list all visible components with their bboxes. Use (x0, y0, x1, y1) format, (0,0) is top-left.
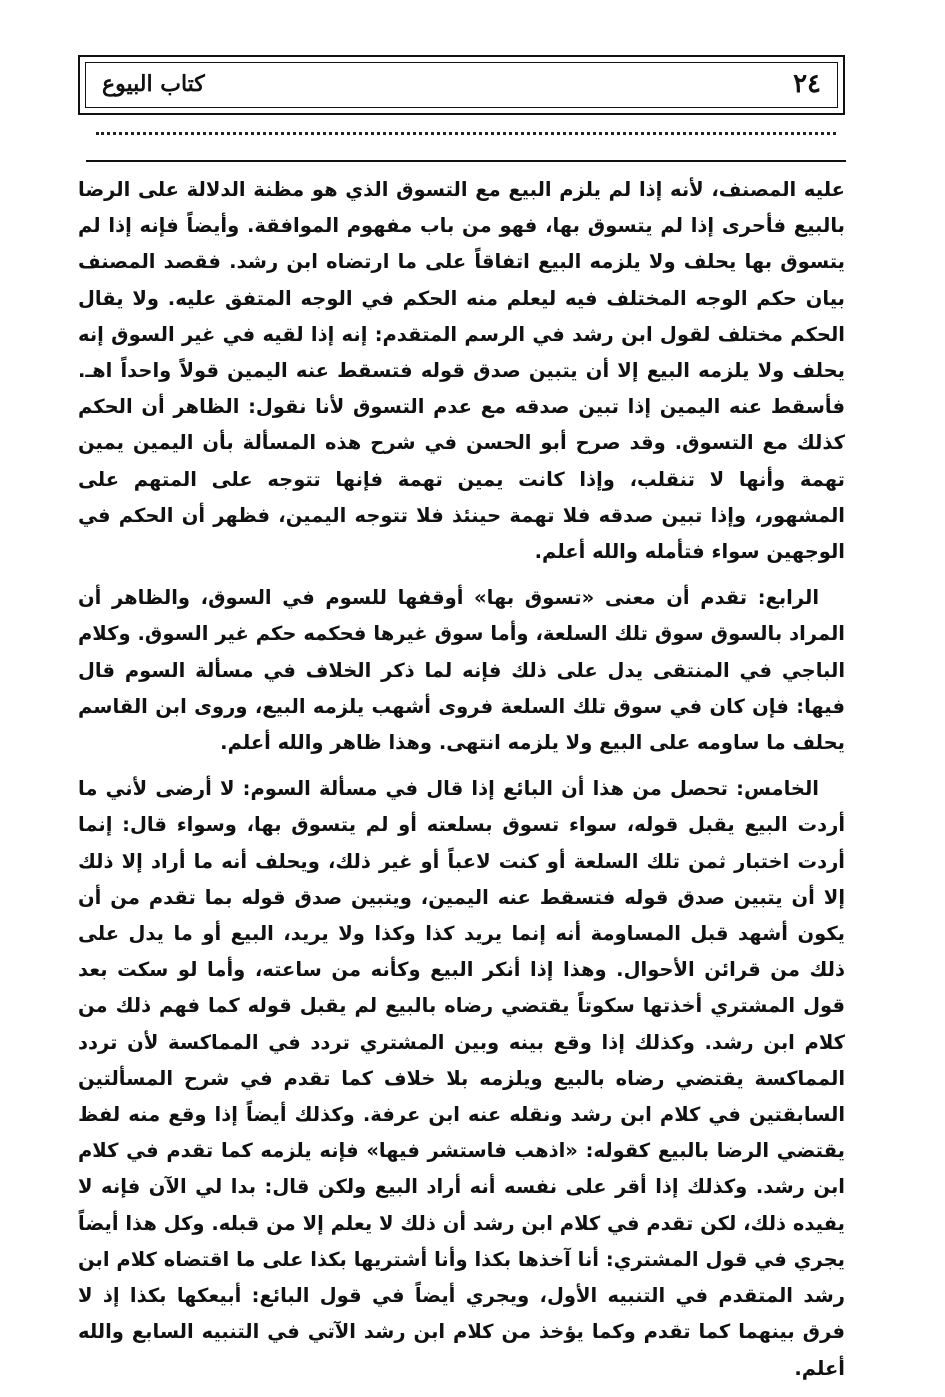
page-number: ٢٤ (793, 69, 821, 99)
dotted-separator (96, 132, 836, 135)
header-rule (86, 160, 846, 162)
paragraph: عليه المصنف، لأنه إذا لم يلزم البيع مع التسوق الذي هو مظنة الدلالة على الرضا بالبيع فأحرى إذا لم يتسوق بها، فهو من باب مفهوم الموافقة. وأيضاً فإنه إذا لم يتسوق بها يحلف ولا يلزمه البيع اتفاقاً على ما ارتضاه ابن رشد. فقصد المصنف بيان حكم الوجه المختلف فيه ليعلم منه الحكم في الوجه المتفق عليه. ولا يقال الحكم مختلف لقول ابن رشد في الرسم المتقدم: إنه إذا لقيه في غير السوق إنه يحلف ولا يلزمه البيع إلا أن يتبين صدق قوله فتسقط عنه اليمين قولاً واحداً اهـ. فأسقط عنه اليمين إذا تبين صدقه مع عدم التسوق لأنا نقول: الظاهر أن الحكم كذلك مع التسوق. وقد صرح أبو الحسن في شرح هذه المسألة بأن اليمين يمين تهمة وأنها لا تنقلب، وإذا كانت يمين تهمة فإنها تتوجه على المتهم على المشهور، وإذا تبين صدقه فلا تهمة حينئذ فلا تتوجه اليمين، فظهر أن الحكم في الوجهين سواء فتأمله والله أعلم. (78, 178, 845, 564)
paragraph: الرابع: تقدم أن معنى «تسوق بها» أوقفها للسوم في السوق، والظاهر أن المراد بالسوق سوق تلك السلعة، وأما سوق غيرها فحكمه حكم غير السوق. وكلام الباجي في المنتقى يدل على ذلك فإنه لما ذكر الخلاف في مسألة السوم قال فيها: فإن كان في سوق تلك السلعة فروى أشهب يلزمه البيع، وروى ابن القاسم يحلف ما ساومه على البيع ولا يلزمه انتهى. وهذا ظاهر والله أعلم. (78, 586, 845, 755)
book-title: كتاب البيوع (102, 71, 205, 97)
paragraph: الخامس: تحصل من هذا أن البائع إذا قال في مسألة السوم: لا أرضى لأني ما أردت البيع يقبل قوله، سواء تسوق بسلعته أو لم يتسوق بها، وسواء قال: إنما أردت اختبار ثمن تلك السلعة أو كنت لاعباً أو غير ذلك، ويحلف أنه ما أراد إلا ذلك إلا أن يتبين صدق قوله فتسقط عنه اليمين، ويتبين صدق قوله بما تقدم من أن يكون أشهد قبل المساومة أنه إنما يريد كذا وكذا ولا يريد، البيع أو ما يدل على ذلك من قرائن الأحوال. وهذا إذا أنكر البيع وكأنه من ساعته، وأما لو سكت بعد قول المشتري أخذتها سكوتاً يقتضي رضاه بالبيع لم يقبل قوله كما فهم ذلك من كلام ابن رشد. وكذلك إذا وقع بينه وبين المشتري تردد في المماكسة لأن تردد المماكسة يقتضي رضاه بالبيع ويلزمه بلا خلاف كما تقدم في شرح المسألتين السابقتين في كلام ابن رشد ونقله عنه ابن عرفة. وكذلك أيضاً إذا وقع منه لفظ يقتضي الرضا بالبيع كقوله: «اذهب فاستشر فيها» فإنه يلزمه كما تقدم في كلام ابن رشد. وكذلك إذا أقر على نفسه أنه أراد البيع ولكن قال: بدا لي الآن فإنه لا يفيده ذلك، لكن تقدم في كلام ابن رشد أن ذلك لا يعلم إلا من قبله. وكل هذا أيضاً يجري في قول المشتري: أنا آخذها بكذا وأنا أشتريها بكذا على ما اقتضاه كلام ابن رشد المتقدم في التنبيه الأول، ويجري أيضاً في قول البائع: أبيعكها بكذا إذ لا فرق بينهما كما تقدم وكما يؤخذ من كلام ابن رشد الآتي في التنبيه السابع والله أعلم. (78, 777, 845, 1380)
page-header (78, 55, 845, 115)
body-text (78, 172, 845, 1397)
